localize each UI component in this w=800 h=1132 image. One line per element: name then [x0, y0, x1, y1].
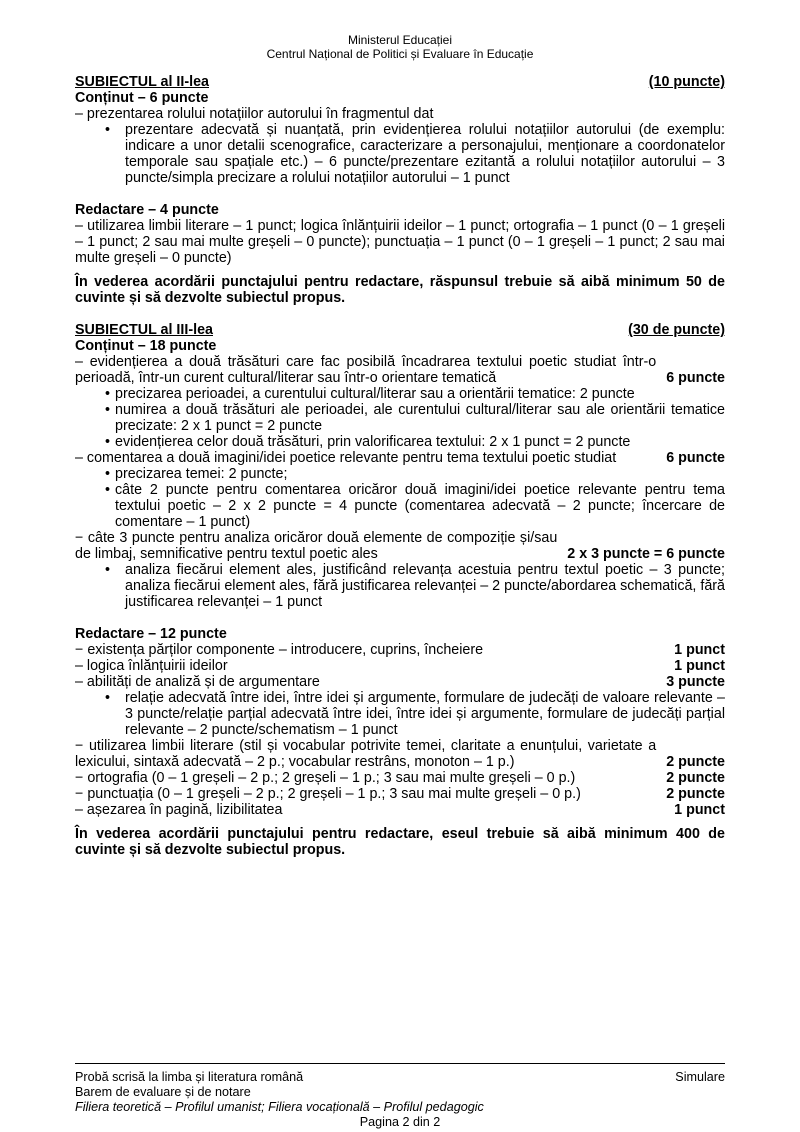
bullet-item [105, 466, 725, 482]
ministry-name: Ministerul Educației [347, 33, 453, 47]
bullet-text: numirea a două trăsături ale perioadei, ale curentului cultural/literar sau ale orientării tematice precizate: 2 x 1 punct = 2 puncte [115, 402, 725, 434]
bullet-icon: • [105, 402, 111, 418]
redactare-heading: Redactare – 12 puncte [75, 626, 227, 642]
section-title-s2 [75, 74, 725, 90]
criterion-points: 1 punct [674, 658, 725, 674]
criterion-points: 2 puncte [666, 770, 725, 786]
section-title-s3 [75, 322, 725, 338]
bullet-icon: • [105, 122, 111, 138]
criterion-row [75, 354, 725, 386]
criterion-text: − ortografia (0 – 1 greșeli – 2 p.; 2 greșeli – 1 p.; 3 sau mai multe greșeli – 0 p.) [75, 770, 576, 786]
bullet-text: prezentare adecvată și nuanțată, prin evidențierea rolului notațiilor autorului (de exemplu: indicare a unor detalii scenografice, caracterizare a personajului, menționare a coordonatelor temporale sau spațiale etc.) – 6 puncte/prezentare ezitantă a rolului notațiilor autorului – 3 puncte/simpla precizare a rolului notațiilor autorului – 1 punct [125, 122, 725, 186]
criterion-text: − punctuația (0 – 1 greșeli – 2 p.; 2 greșeli – 1 p.; 3 sau mai multe greșeli – 0 p.) [75, 786, 581, 802]
bullet-icon: • [105, 690, 111, 706]
bullet-item [105, 122, 725, 186]
criterion-text: – așezarea în pagină, lizibilitatea [75, 802, 283, 818]
bullet-text: evidențierea celor două trăsături, prin valorificarea textului: 2 x 1 punct = 2 puncte [115, 434, 631, 450]
criterion-points: 6 puncte [666, 450, 725, 466]
criterion-row [75, 738, 725, 770]
main-content [75, 74, 725, 858]
criterion-points: 6 puncte [666, 370, 725, 386]
criterion-text: − câte 3 puncte pentru analiza oricăror două elemente de compoziție și/sau de limbaj, semnificative pentru textul poetic ales [75, 530, 558, 562]
page-header [0, 33, 800, 61]
criterion-row [75, 786, 725, 802]
barem-title: Barem de evaluare și de notare [75, 1085, 251, 1099]
bullet-text: analiza fiecărui element ales, justificând relevanța acestuia pentru textul poetic – 3 puncte; analiza fiecărui element ales, fără justificarea relevanței – 2 puncte/abordarea schematică, fără justificarea relevanței – 1 punct [125, 562, 726, 610]
criterion-row [75, 658, 725, 674]
bullet-item [105, 434, 725, 450]
content-item: – prezentarea rolului notațiilor autorului în fragmentul dat [75, 106, 434, 122]
bullet-text: câte 2 puncte pentru comentarea oricăror două imagini/idei poetice relevante pentru tema textului poetic – 2 x 2 puncte = 4 puncte (comentarea adecvată – 2 puncte; încercare de comentare – 1 punct) [115, 482, 725, 530]
criterion-points: 1 punct [674, 802, 725, 818]
note-s2: În vederea acordării punctajului pentru redactare, răspunsul trebuie să aibă minimum 50 de cuvinte și să dezvolte subiectul propus. [75, 274, 725, 306]
criterion-text: – evidențierea a două trăsături care fac posibilă încadrarea textului poetic studiat într-o perioadă, într-un curent cultural/literar sau într-o orientare tematică [75, 354, 657, 386]
bullet-text: relație adecvată între idei, între idei și argumente, formulare de judecăți de valoare relevante – 3 puncte/relație parțial adecvată între idei, între idei și argumente, formulare de judecăți parțial relevante – 2 puncte/schematism – 1 punct [125, 690, 725, 738]
bullet-icon: • [105, 386, 111, 402]
bullet-item [105, 562, 725, 610]
profile-line: Filiera teoretică – Profilul umanist; Filiera vocațională – Profilul pedagogic [75, 1100, 484, 1114]
redactare-text: – utilizarea limbii literare – 1 punct; logica înlănțuirii ideilor – 1 punct; ortografia – 1 punct (0 – 1 greșeli – 1 punct; 2 sau mai multe greșeli – 0 puncte); punctuația – 1 punct (0 – 1 greșeli – 1 punct; 2 sau mai multe greșeli – 0 puncte) [75, 218, 725, 266]
criterion-row [75, 802, 725, 818]
criterion-points: 1 punct [674, 642, 725, 658]
note-s3: În vederea acordării punctajului pentru redactare, eseul trebuie să aibă minimum 400 de cuvinte și să dezvolte subiectul propus. [75, 826, 725, 858]
redactare-heading: Redactare – 4 puncte [75, 202, 219, 218]
criterion-points: 2 puncte [666, 786, 725, 802]
criterion-points: 3 puncte [666, 674, 725, 690]
bullet-icon: • [105, 434, 111, 450]
bullet-item [105, 690, 725, 738]
section-title: SUBIECTUL al II-lea [75, 74, 209, 90]
exam-type: Simulare [675, 1070, 725, 1084]
bullet-item [105, 386, 725, 402]
criterion-text: – abilități de analiză și de argumentare [75, 674, 320, 690]
criterion-text: – logica înlănțuirii ideilor [75, 658, 228, 674]
criterion-row [75, 674, 725, 690]
criterion-points: 2 x 3 puncte = 6 puncte [567, 546, 725, 562]
page-number: Pagina 2 din 2 [359, 1115, 441, 1129]
bullet-icon: • [105, 466, 111, 482]
bullet-text: precizarea temei: 2 puncte; [115, 466, 288, 482]
criterion-text: − utilizarea limbii literare (stil și vocabular potrivite temei, claritate a enunțului, varietate a lexicului, sintaxă adecvată – 2 p.; vocabular restrâns, monoton – 1 p.) [75, 738, 657, 770]
center-name: Centrul Național de Politici și Evaluare în Educație [266, 47, 534, 61]
criterion-points: 2 puncte [666, 754, 725, 770]
exam-name: Probă scrisă la limba și literatura română [75, 1070, 304, 1084]
bullet-icon: • [105, 482, 111, 498]
criterion-text: – comentarea a două imagini/idei poetice relevante pentru tema textului poetic studiat [75, 450, 617, 466]
criterion-row [75, 450, 725, 466]
content-heading: Conținut – 18 puncte [75, 338, 217, 354]
page-footer [75, 1063, 725, 1130]
bullet-icon: • [105, 562, 111, 578]
bullet-text: precizarea perioadei, a curentului cultural/literar sau a orientării tematice: 2 puncte [115, 386, 635, 402]
criterion-text: − existența părților componente – introducere, cuprins, încheiere [75, 642, 484, 658]
content-heading: Conținut – 6 puncte [75, 90, 209, 106]
criterion-row [75, 530, 725, 562]
criterion-row [75, 770, 725, 786]
bullet-item [105, 402, 725, 434]
criterion-row [75, 642, 725, 658]
section-points: (10 puncte) [648, 74, 725, 90]
bullet-item [105, 482, 725, 530]
section-title: SUBIECTUL al III-lea [75, 322, 213, 338]
section-points: (30 de puncte) [628, 322, 725, 338]
